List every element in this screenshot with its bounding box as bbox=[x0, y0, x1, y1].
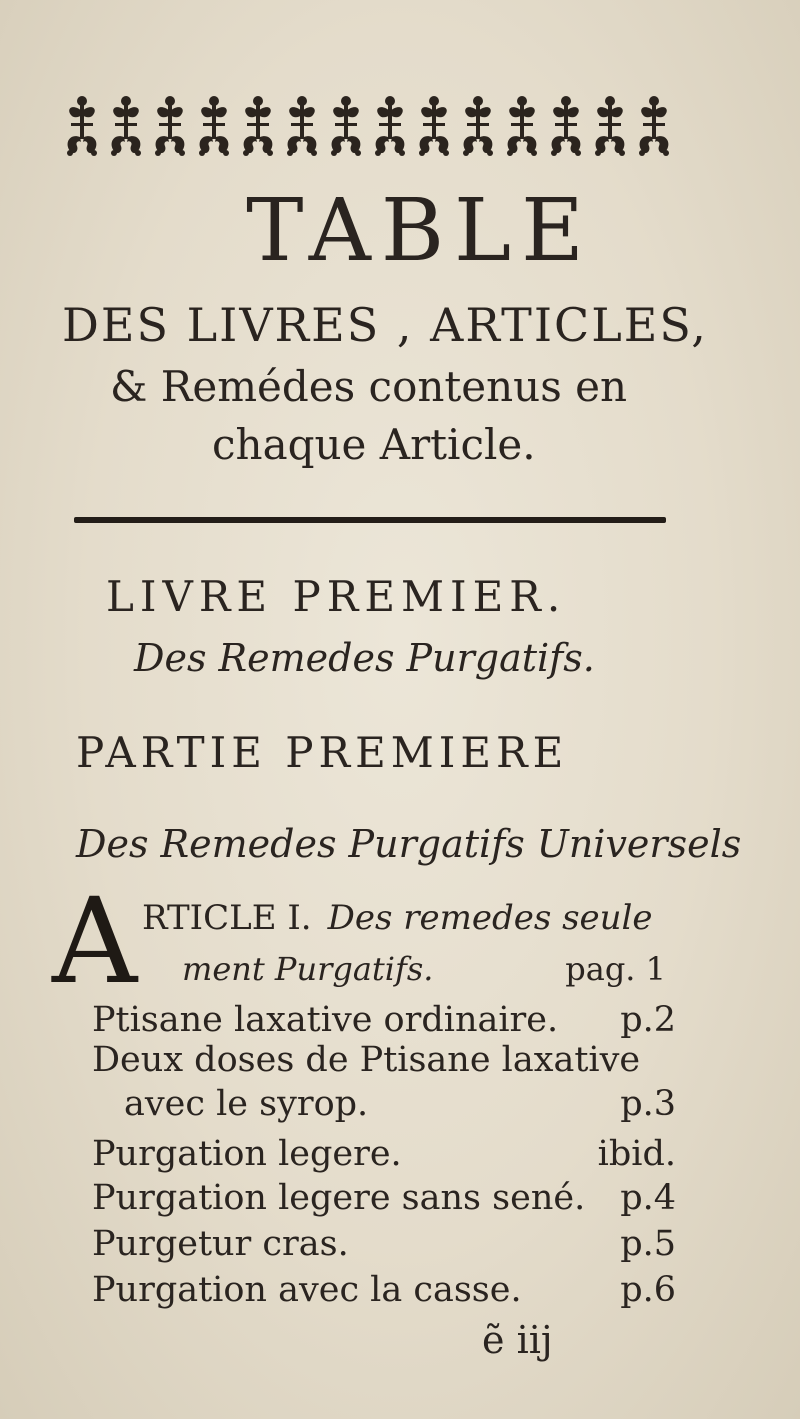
signature-mark: ẽ iij bbox=[482, 1318, 553, 1362]
toc-entry-text: avec le syrop. bbox=[124, 1084, 369, 1124]
toc-entry bbox=[124, 1084, 676, 1124]
fleuron-icon bbox=[546, 93, 586, 163]
fleuron-icon bbox=[502, 93, 542, 163]
fleuron-icon bbox=[326, 93, 366, 163]
fleuron-icon bbox=[634, 93, 674, 163]
article-title-part-2: ment Purgatifs. bbox=[182, 950, 434, 988]
fleuron-icon bbox=[62, 93, 102, 163]
article-label: RTICLE I. bbox=[142, 898, 312, 938]
toc-entry-text: Purgation avec la casse. bbox=[92, 1270, 522, 1310]
fleuron-icon bbox=[238, 93, 278, 163]
page-title: TABLE bbox=[246, 181, 594, 281]
fleuron-icon bbox=[106, 93, 146, 163]
toc-entry bbox=[92, 1134, 676, 1174]
fleuron-icon bbox=[458, 93, 498, 163]
toc-entry-text: Purgetur cras. bbox=[92, 1224, 349, 1264]
toc-entry-page: p.6 bbox=[620, 1270, 676, 1310]
book-subheading: Des Remedes Purgatifs. bbox=[134, 636, 595, 680]
fleuron-icon bbox=[194, 93, 234, 163]
toc-entry bbox=[92, 1270, 676, 1310]
article-heading-line-2 bbox=[182, 950, 666, 988]
article-heading-line-1 bbox=[142, 898, 682, 938]
title-subtitle-line-1: DES LIVRES , ARTICLES, bbox=[62, 298, 708, 352]
toc-entry-page: p.2 bbox=[620, 1000, 676, 1040]
horizontal-rule bbox=[74, 517, 666, 523]
title-subtitle-line-2: & Remédes contenus en bbox=[110, 362, 628, 411]
toc-entry bbox=[92, 1000, 676, 1040]
part-heading: PARTIE PREMIERE bbox=[76, 728, 569, 777]
fleuron-icon bbox=[414, 93, 454, 163]
fleuron-icon bbox=[282, 93, 322, 163]
toc-entry-page: ibid. bbox=[597, 1134, 676, 1174]
toc-entry-text: Purgation legere sans sené. bbox=[92, 1178, 586, 1218]
fleuron-icon bbox=[150, 93, 190, 163]
book-heading: LIVRE PREMIER. bbox=[106, 572, 567, 621]
toc-entry-text: Ptisane laxative ordinaire. bbox=[92, 1000, 559, 1040]
article-page-ref: pag. 1 bbox=[565, 950, 666, 988]
fleuron-ornament-band bbox=[62, 92, 674, 164]
article-dropcap: A bbox=[52, 872, 138, 1010]
toc-entry bbox=[92, 1178, 676, 1218]
article-title-part-1: Des remedes seule bbox=[327, 898, 653, 938]
toc-entry-text: Purgation legere. bbox=[92, 1134, 402, 1174]
part-subheading: Des Remedes Purgatifs Universels bbox=[76, 822, 742, 866]
fleuron-icon bbox=[590, 93, 630, 163]
fleuron-icon bbox=[370, 93, 410, 163]
toc-entry bbox=[92, 1224, 676, 1264]
toc-entry-page: p.5 bbox=[620, 1224, 676, 1264]
toc-entry-page: p.3 bbox=[620, 1084, 676, 1124]
toc-entry-text: Deux doses de Ptisane laxative bbox=[92, 1040, 641, 1080]
toc-entry-page: p.4 bbox=[620, 1178, 676, 1218]
title-subtitle-line-3: chaque Article. bbox=[212, 420, 536, 469]
